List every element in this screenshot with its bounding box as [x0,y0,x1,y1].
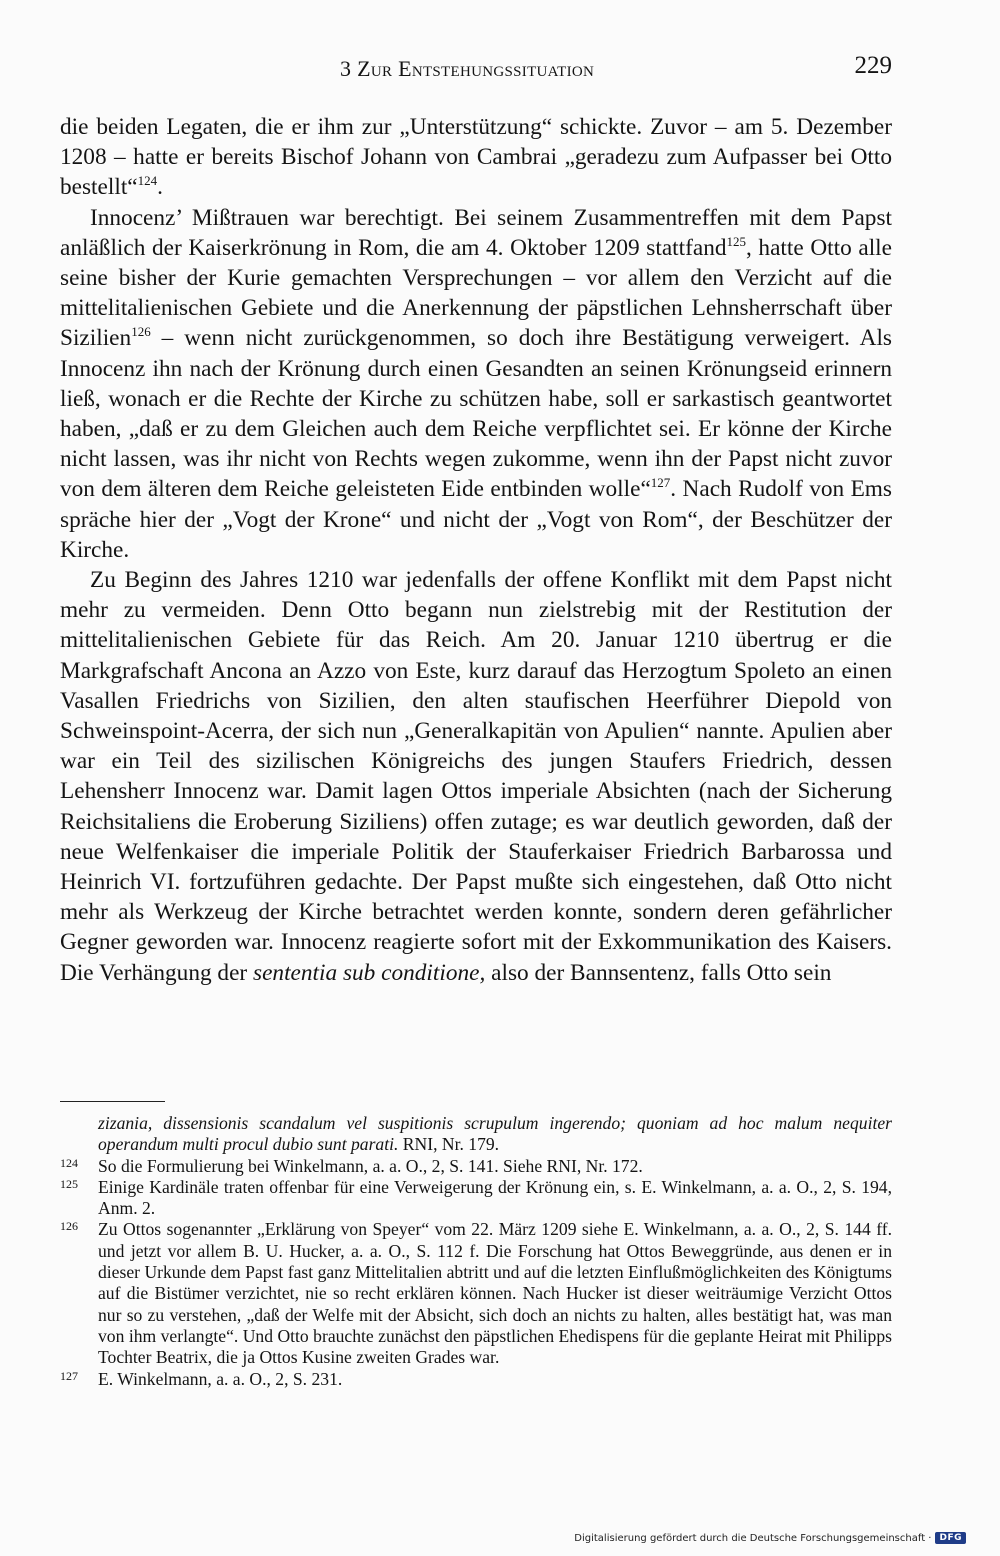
footnote-ref: 125 [726,233,746,249]
footnote-number: 124 [60,1155,78,1170]
footnote-number: 127 [60,1368,78,1383]
dfg-logo: DFG [935,1532,966,1544]
footnote-continuation: zizania, dissensionis scandalum vel suspitionis scrupulum ingerendo; quoniam ad hoc malum nequiter operandum multi procul dubio sunt parati. RNI, Nr. 179. [98,1113,892,1155]
main-text [60,112,892,988]
page-number: 229 [854,52,892,79]
footnote-ref: 126 [131,324,151,340]
footnote-ref: 124 [137,173,158,189]
footnote: 127 E. Winkelmann, a. a. O., 2, S. 231. [60,1369,892,1390]
footnote-divider [60,1101,165,1102]
latin-term: sententia sub conditione, [253,959,486,986]
digitization-text: Digitalisierung gefördert durch die Deutsche Forschungsgemeinschaft · [574,1532,932,1544]
running-title: 3 Zur Entstehungssituation [340,56,595,81]
footnote-ref: 127 [650,475,671,491]
digitization-credit [574,1532,966,1544]
footnote: 124 So die Formulierung bei Winkelmann, a. a. O., 2, S. 141. Siehe RNI, Nr. 172. [60,1156,892,1177]
page-header [60,52,892,86]
footnote: 125 Einige Kardinäle traten offenbar für eine Verweigerung der Krönung ein, s. E. Winkelmann, a. a. O., 2, S. 194, Anm. 2. [60,1177,892,1220]
footnotes [60,1113,892,1390]
paragraph: die beiden Legaten, die er ihm zur „Unterstützung“ schickte. Zuvor – am 5. Dezember 1208 – hatte er bereits Bischof Johann von Cambrai „geradezu zum Aufpasser bei Otto bestellt“$^{124}$. [60,114,892,201]
paragraph: Innocenz’ Mißtrauen war berechtigt. Bei seinem Zusammentreffen mit dem Papst anläßlich der Kaiserkrönung in Rom, die am 4. Oktober 1209 stattfand$^{125}$, hatte Otto alle seine bisher der Kurie gemachten Versprechungen – vor allem den Verzicht auf die mittelitalienischen Gebiete und die Anerkennung der päpstlichen Lehnsherrschaft über Sizilien$^{126}$ – wenn nicht zurückgenommen, so doch ihre Bestätigung verweigert. Als Innocenz ihn nach der Krönung durch einen Gesandten an seinen Krönungseid erinnern ließ, wonach er die Rechte der Kirche zu schützen habe, soll er sarkastisch geantwortet haben, „daß er zu dem Gleichen auch dem Reiche verpflichtet sei. Er könne der Kirche nicht lassen, was ihr nicht von Rechts wegen zukomme, wenn ihn der Papst nicht zuvor von dem älteren dem Reiche geleisteten Eide entbinden wolle“$^{127}$. Nach Rudolf von Ems spräche hier der „Vogt der Krone“ und nicht der „Vogt von Rom“, der Beschützer der Kirche. [60,204,892,563]
footnote-number: 125 [60,1176,78,1191]
paragraph: Zu Beginn des Jahres 1210 war jedenfalls der offene Konflikt mit dem Papst nicht mehr zu vermeiden. Denn Otto begann nun zielstrebig mit der Restitution der mittelitalienischen Gebiete für das Reich. Am 20. Januar 1210 übertrug er die Markgrafschaft Ancona an Azzo von Este, kurz darauf das Herzogtum Spoleto an einen Vasallen Friedrichs von Sizilien, den alten staufischen Heerführer Diepold von Schweinspoint-Acerra, der sich nun „Generalkapitän von Apulien“ nannte. Apulien aber war ein Teil des sizilischen Königreichs des jungen Staufers Friedrich, dessen Lehensherr Innocenz war. Damit lagen Ottos imperiale Absichten (nach der Sicherung Reichsitaliens die Eroberung Siziliens) offen zutage; es war deutlich geworden, daß der neue Welfenkaiser die imperiale Politik der Stauferkaiser Friedrich Barbarossa und Heinrich VI. fortzuführen gedachte. Der Papst mußte sich eingestehen, daß Otto nicht mehr als Werkzeug der Kirche betrachtet werden konnte, sondern deren gefährlicher Gegner geworden war. Innocenz reagierte sofort mit der Exkommunikation des Kaisers. Die Verhängung der sententia sub conditione, also der Bannsentenz, falls Otto sein [60,567,892,986]
footnote-number: 126 [60,1219,78,1234]
footnote: 126 Zu Ottos sogenannter „Erklärung von Speyer“ vom 22. März 1209 siehe E. Winkelmann, a. a. O., 2, S. 144 ff. und jetzt vor allem B. U. Hucker, a. a. O., S. 112 f. Die Forschung hat Ottos Beweggründe, aus denen er in dieser Urkunde dem Papst fast ganz Mittelitalien abtritt und auf die letzten Einflußmöglichkeiten des Königtums auf die Bistümer verzichtet, nie so recht erklären können. Nach Hucker ist dieser weiträumige Verzicht Ottos nur so zu verstehen, „daß der Welfe mit der Absicht, sich doch an nichts zu halten, alles bestätigt hat, was man von ihm verlangte“. Und Otto brauchte zunächst den päpstlichen Ehedispens für die geplante Heirat mit Philipps Tochter Beatrix, die ja Ottos Kusine zweiten Grades war. [60,1219,892,1368]
